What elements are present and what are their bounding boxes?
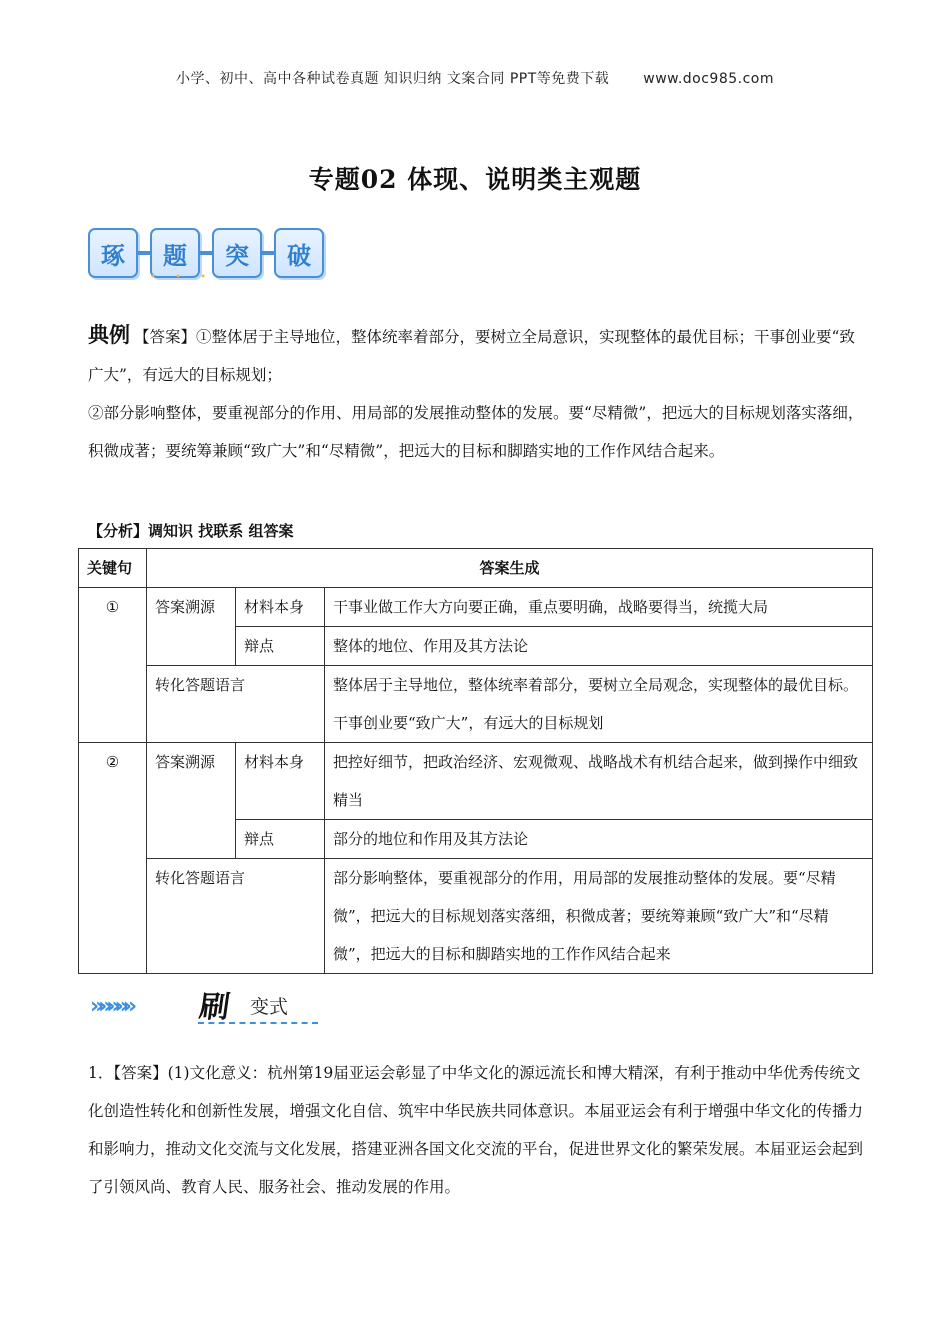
row-convert-label: 转化答题语言 bbox=[147, 859, 325, 974]
table-row bbox=[79, 743, 873, 820]
example-answer bbox=[88, 316, 868, 470]
table-row bbox=[79, 588, 873, 627]
analysis-table bbox=[78, 548, 873, 974]
row-source: 答案溯源 bbox=[147, 743, 236, 859]
section-badge bbox=[88, 228, 324, 278]
row-key: ② bbox=[79, 743, 147, 974]
row-source: 答案溯源 bbox=[147, 588, 236, 666]
example-line-2: ②部分影响整体，要重视部分的作用、用局部的发展推动整体的发展。要“尽精微”，把远大的目标规划落实落细，积微成著；要统筹兼顾“致广大”和“尽精微”，把远大的目标和脚踏实地的工作作风结合起来。 bbox=[88, 404, 864, 460]
row-convert-label: 转化答题语言 bbox=[147, 666, 325, 743]
badge-connector bbox=[200, 251, 212, 255]
header-site-link[interactable]: www.doc985.com bbox=[643, 71, 775, 87]
page-title: 专题02 体现、说明类主观题 bbox=[308, 165, 642, 194]
banner-word: 变式 bbox=[250, 996, 289, 1018]
badge-char-4: 破 bbox=[274, 228, 324, 278]
example-line-1: 【答案】①整体居于主导地位，整体统率着部分，要树立全局意识，实现整体的最优目标；干事创业要“致广大”，有远大的目标规划； bbox=[88, 328, 855, 384]
page-header bbox=[0, 68, 950, 88]
row-point-label: 辩点 bbox=[236, 820, 325, 859]
badge-char-1: 琢 bbox=[88, 228, 138, 278]
practice-banner bbox=[90, 982, 330, 1026]
header-text: 小学、初中、高中各种试卷真题 知识归纳 文案合同 PPT等免费下载 bbox=[175, 71, 610, 87]
badge-decor-dots: • • • bbox=[150, 272, 215, 283]
banner-brush-char: 刷 bbox=[197, 990, 232, 1025]
header-answer: 答案生成 bbox=[147, 549, 873, 588]
row-material: 把控好细节，把政治经济、宏观微观、战略战术有机结合起来，做到操作中细致精当 bbox=[325, 743, 873, 820]
row-convert: 部分影响整体，要重视部分的作用，用局部的发展推动整体的发展。要“尽精微”，把远大的目标规划落实落细，积微成著；要统筹兼顾“致广大”和“尽精微”，把远大的目标和脚踏实地的工作作风结合起来 bbox=[325, 859, 873, 974]
row-material-label: 材料本身 bbox=[236, 588, 325, 627]
row-point: 整体的地位、作用及其方法论 bbox=[325, 627, 873, 666]
badge-connector bbox=[262, 251, 274, 255]
banner-underline bbox=[198, 1022, 318, 1024]
row-convert: 整体居于主导地位，整体统率着部分，要树立全局观念，实现整体的最优目标。干事创业要“致广大”，有远大的目标规划 bbox=[325, 666, 873, 743]
table-header-row bbox=[79, 549, 873, 588]
badge-char-2: 题 bbox=[150, 228, 200, 278]
chevron-arrows-icon: »»»»» bbox=[90, 994, 132, 1019]
row-point-label: 辩点 bbox=[236, 627, 325, 666]
row-point: 部分的地位和作用及其方法论 bbox=[325, 820, 873, 859]
row-material: 干事业做工作大方向要正确，重点要明确，战略要得当，统揽大局 bbox=[325, 588, 873, 627]
analysis-label: 【分析】调知识 找联系 组答案 bbox=[88, 522, 294, 540]
row-key: ① bbox=[79, 588, 147, 743]
table-row bbox=[79, 859, 873, 974]
badge-char-3: 突 bbox=[212, 228, 262, 278]
table-row bbox=[79, 666, 873, 743]
answer-1: 1．【答案】(1)文化意义：杭州第19届亚运会彰显了中华文化的源远流长和博大精深，有利于推动中华优秀传统文化创造性转化和创新性发展，增强文化自信、筑牢中华民族共同体意识。本届亚运会有利于增强中华文化的传播力和影响力，推动文化交流与文化发展，搭建亚洲各国文化交流的平台，促进世界文化的繁荣发展。本届亚运会起到了引领风尚、教育人民、服务社会、推动发展的作用。 bbox=[88, 1064, 864, 1196]
example-label: 典例 bbox=[88, 323, 130, 347]
row-material-label: 材料本身 bbox=[236, 743, 325, 820]
header-key: 关键句 bbox=[79, 549, 147, 588]
badge-connector bbox=[138, 251, 150, 255]
